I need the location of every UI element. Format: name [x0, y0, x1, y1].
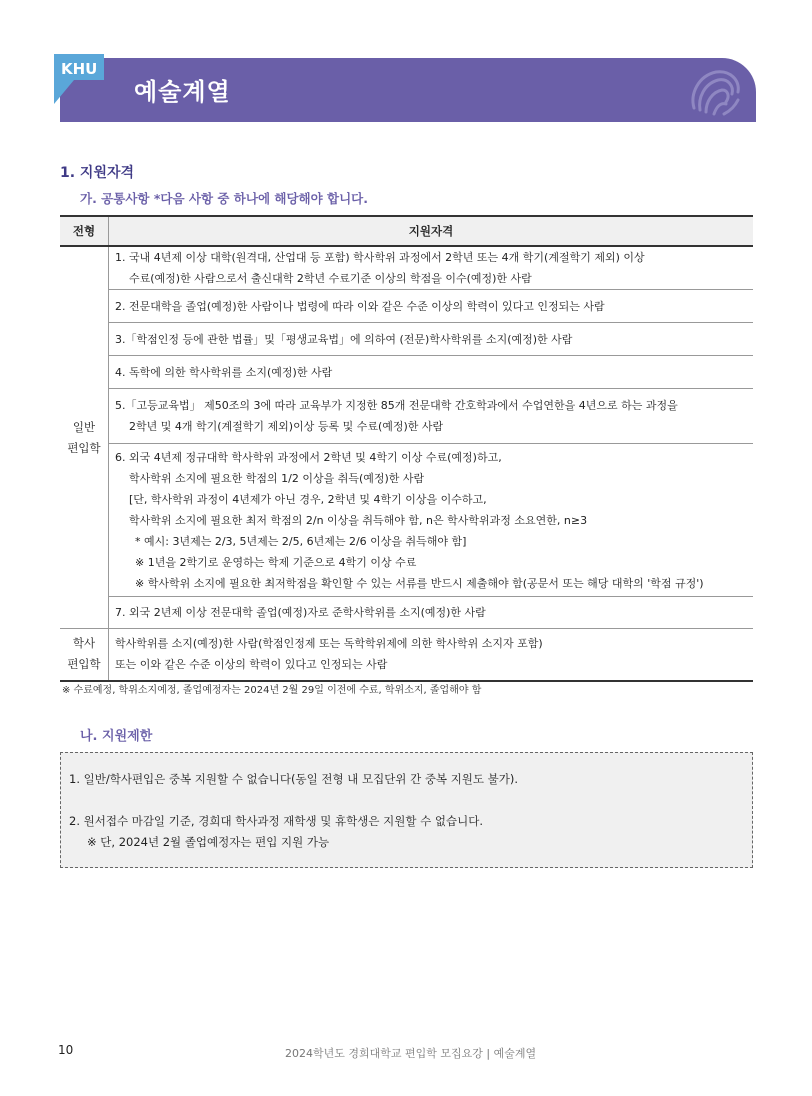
header-type: 전형	[60, 216, 109, 246]
table-row	[60, 389, 753, 444]
logo-text: KHU	[61, 60, 98, 78]
type-bachelor: 학사 편입학	[60, 629, 109, 681]
condition-item-4: 4. 독학에 의한 학사학위를 소지(예정)한 사람	[109, 356, 754, 389]
table-header-row	[60, 216, 753, 246]
page-footer: 2024학년도 경희대학교 편입학 모집요강 | 예술계열	[285, 1047, 537, 1060]
type-general: 일반 편입학	[60, 246, 109, 629]
table-row	[60, 290, 753, 323]
condition-item-2: 2. 전문대학을 졸업(예정)한 사람이나 법령에 따라 이와 같은 수준 이상의 학력이 있다고 인정되는 사람	[109, 290, 754, 323]
table-footnote: ※ 수료예정, 학위소지예정, 졸업예정자는 2024년 2월 29일 이전에 수료, 학위소지, 졸업해야 함	[62, 685, 482, 696]
section-banner	[60, 58, 756, 122]
condition-item-1: 1. 국내 4년제 이상 대학(원격대, 산업대 등 포함) 학사학위 과정에서 2학년 또는 4개 학기(계절학기 제외) 이상 수료(예정)한 사람으로서 출신대학 2학년 수료기준 이상의 학점을 이수(예정)한 사람	[109, 246, 754, 290]
table-row	[60, 356, 753, 389]
condition-item-6: 6. 외국 4년제 정규대학 학사학위 과정에서 2학년 및 4학기 이상 수료(예정)하고, 학사학위 소지에 필요한 학점의 1/2 이상을 취득(예정)한 사람 [단, 학사학위 과정이 4년제가 아닌 경우, 2학년 및 4학기 이상을 이수하고, 학사학위 소지에 필요한 최저 학점의 2/n 이상을 취득해야 함, n은 학사학위과정 소요연한, n≥3 * 예시: 3년제는 2/3, 5년제는 2/5, 6년제는 2/6 이상을 취득해야 함] ※ 1년을 2학기로 운영하는 학제 기준으로 4학기 이상 수료 ※ 학사학위 소지에 필요한 최저학점을 확인할 수 있는 서류를 반드시 제출해야 함(공문서 또는 해당 대학의 '학점 규정')	[109, 444, 754, 597]
table-row	[60, 629, 753, 681]
lion-emblem-icon	[684, 64, 744, 118]
table-row	[60, 246, 753, 290]
restriction-item-2: 2. 원서접수 마감일 기준, 경희대 학사과정 재학생 및 휴학생은 지원할 수 없습니다.	[69, 814, 483, 828]
condition-item-7: 7. 외국 2년제 이상 전문대학 졸업(예정)자로 준학사학위를 소지(예정)한 사람	[109, 597, 754, 629]
condition-bachelor: 학사학위를 소지(예정)한 사람(학점인정제 또는 독학학위제에 의한 학사학위 소지자 포함) 또는 이와 같은 수준 이상의 학력이 있다고 인정되는 사람	[109, 629, 754, 681]
table-row	[60, 444, 753, 597]
khu-logo-icon	[54, 54, 104, 104]
banner-title: 예술계열	[134, 78, 231, 106]
condition-item-5: 5.「고등교육법」 제50조의 3에 따라 교육부가 지정한 85개 전문대학 간호학과에서 수업연한을 4년으로 하는 과정을 2학년 및 4개 학기(계절학기 제외)이상 등록 및 수료(예정)한 사람	[109, 389, 754, 444]
table-row	[60, 323, 753, 356]
header-conditions: 지원자격	[109, 216, 754, 246]
restriction-note: ※ 단, 2024년 2월 졸업예정자는 편입 지원 가능	[87, 835, 330, 849]
table-row	[60, 597, 753, 629]
restriction-item-1: 1. 일반/학사편입은 중복 지원할 수 없습니다(동일 전형 내 모집단위 간 중복 지원도 불가).	[69, 772, 519, 786]
page-number: 10	[58, 1043, 74, 1057]
eligibility-table	[60, 215, 753, 682]
subsection-heading: 가. 공통사항 *다음 사항 중 하나에 해당해야 합니다.	[80, 191, 368, 206]
restrictions-box	[60, 752, 753, 868]
section-heading: 1. 지원자격	[60, 165, 135, 181]
condition-item-3: 3.「학점인정 등에 관한 법률」및「평생교육법」에 의하여 (전문)학사학위를 소지(예정)한 사람	[109, 323, 754, 356]
subsection-heading-restrictions: 나. 지원제한	[80, 729, 153, 744]
